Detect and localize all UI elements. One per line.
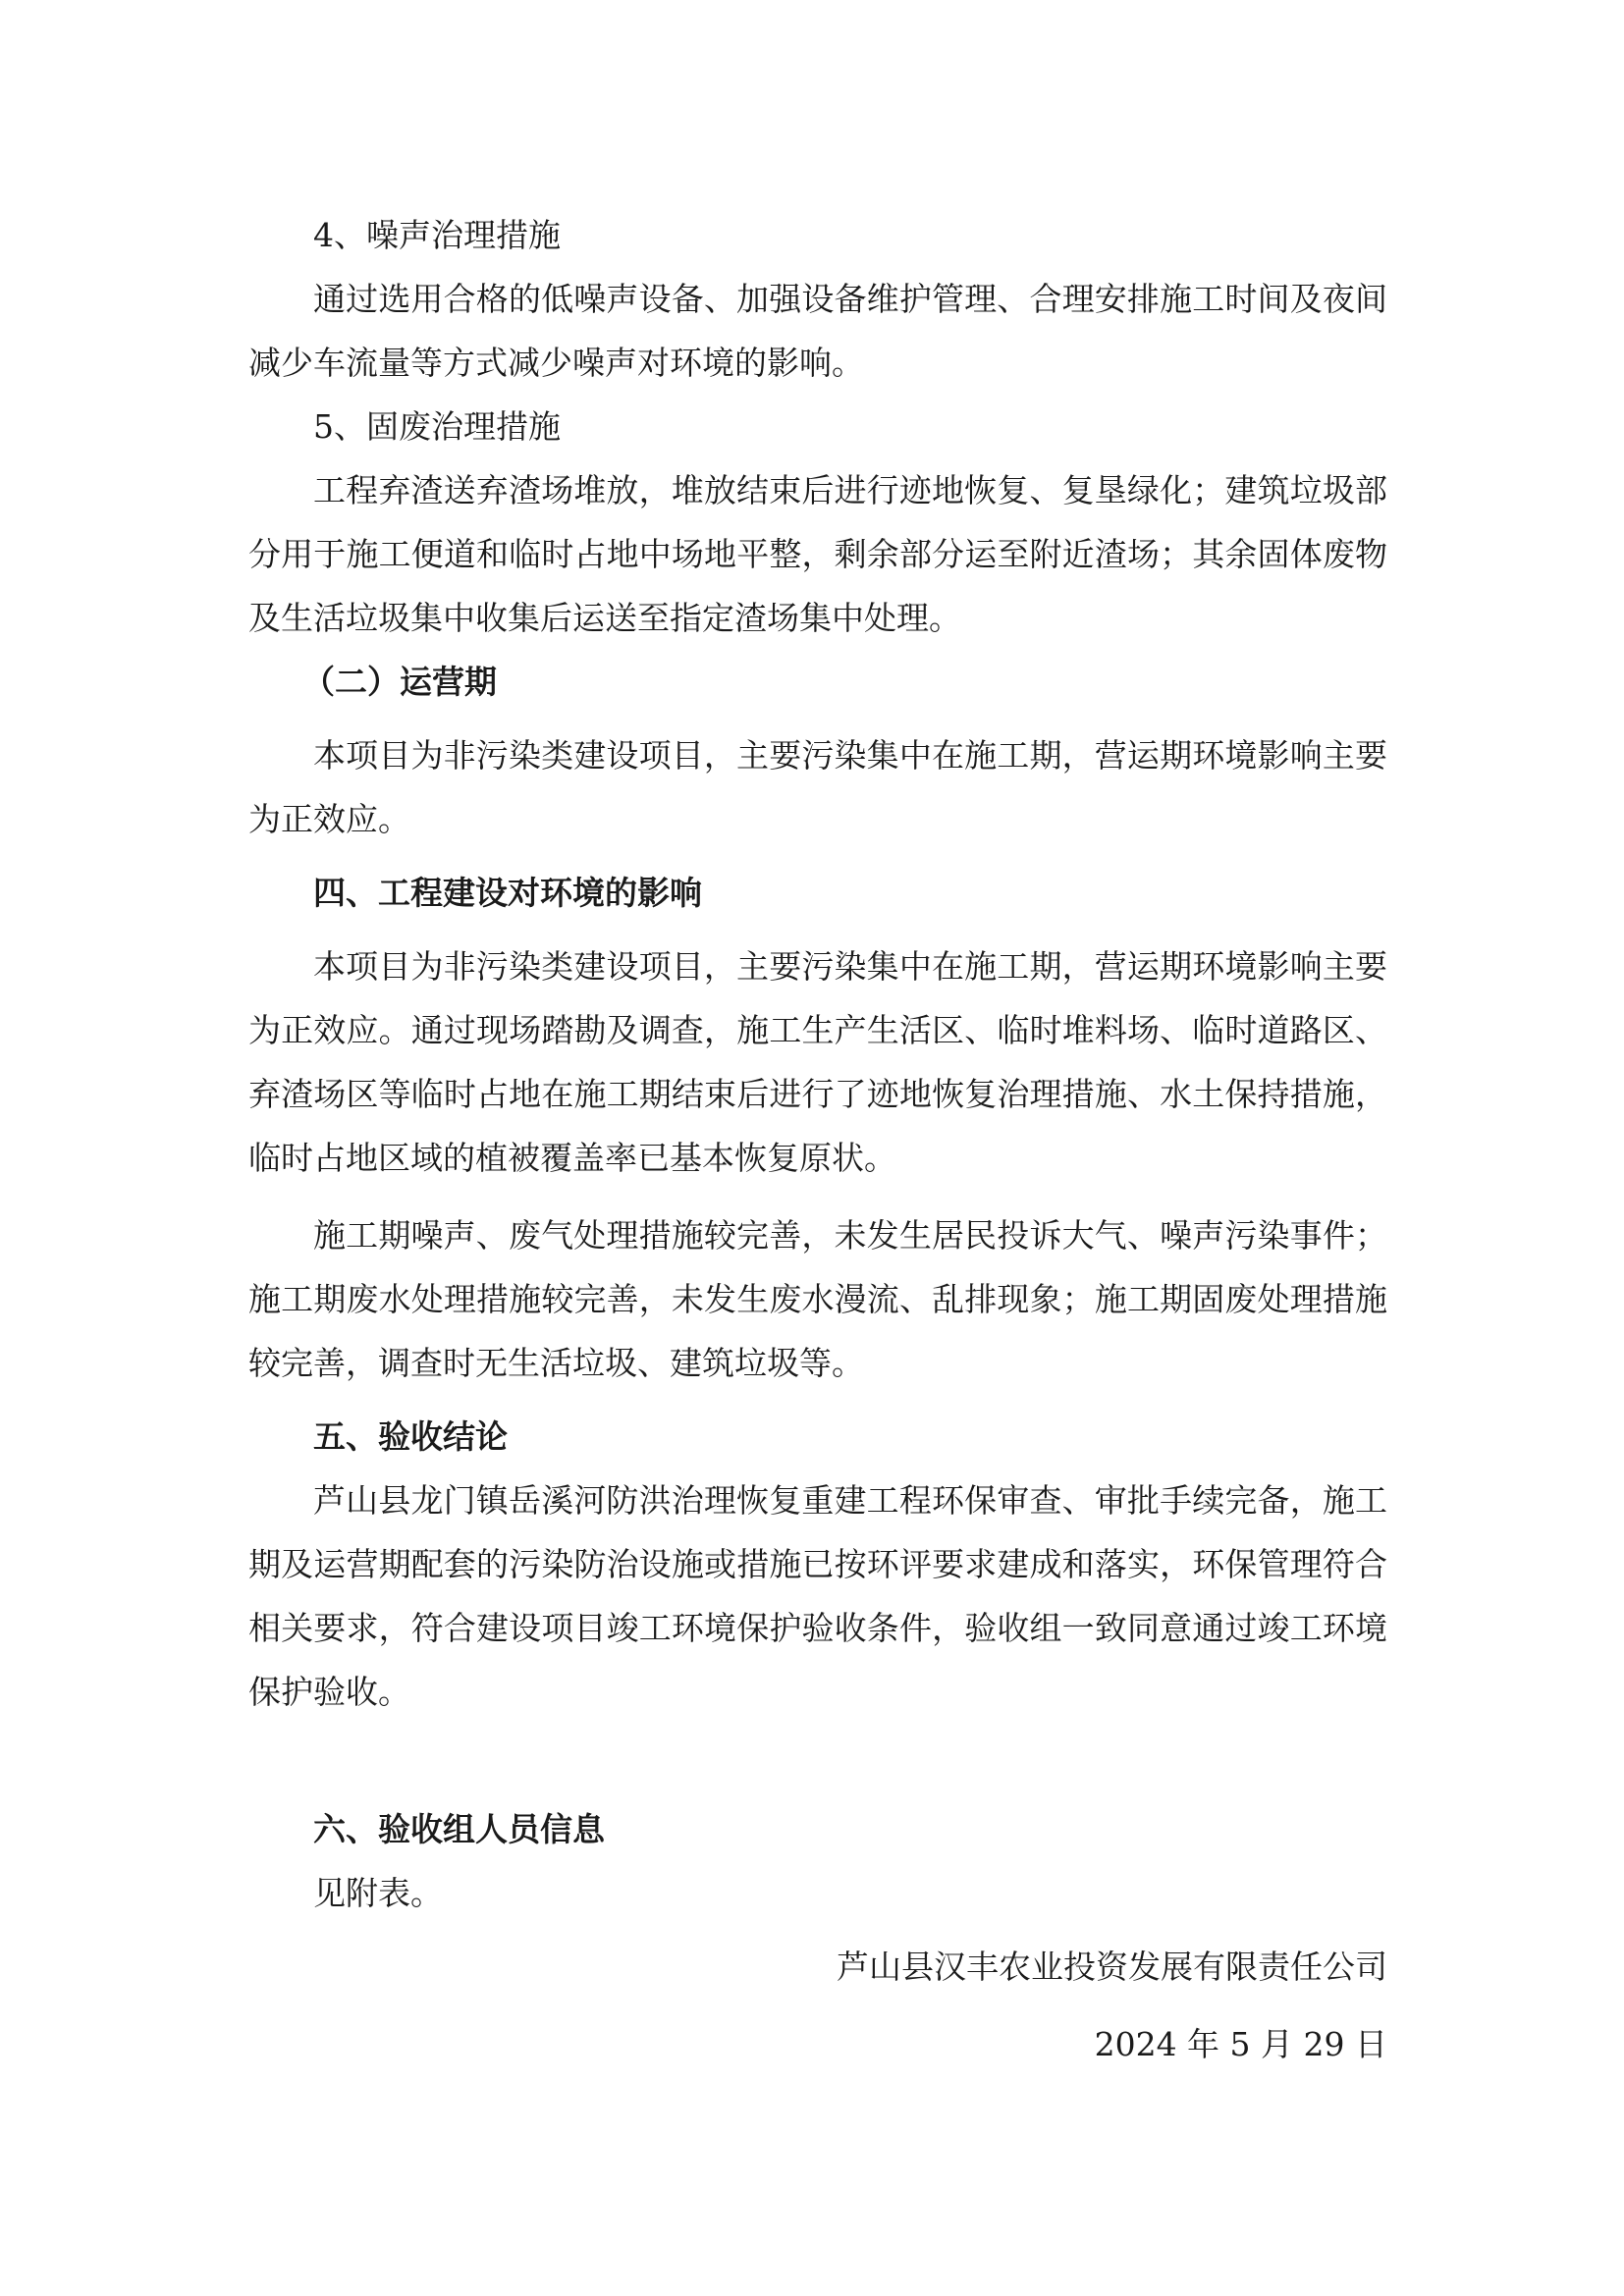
operation-body-line-2: 为正效应。 (248, 800, 410, 838)
section-5-line-3: 相关要求，符合建设项目竣工环境保护验收条件，验收组一致同意通过竣工环境 (248, 1609, 1387, 1647)
section-4-p1-line-3: 弃渣场区等临时占地在施工期结束后进行了迹地恢复治理措施、水土保持措施， (248, 1075, 1387, 1113)
section-4-p1-line-4: 临时占地区域的植被覆盖率已基本恢复原状。 (248, 1139, 896, 1177)
section-4-p2-line-2: 施工期废水处理措施较完善，未发生废水漫流、乱排现象；施工期固废处理措施 (248, 1280, 1387, 1318)
solid-waste-body-line-1: 工程弃渣送弃渣场堆放，堆放结束后进行迹地恢复、复垦绿化；建筑垃圾部 (313, 471, 1387, 509)
section-4-p1-line-2: 为正效应。通过现场踏勘及调查，施工生产生活区、临时堆料场、临时道路区、 (248, 1011, 1387, 1049)
section-4-p2-line-1: 施工期噪声、废气处理措施较完善，未发生居民投诉大气、噪声污染事件； (313, 1216, 1387, 1255)
signature-company: 芦山县汉丰农业投资发展有限责任公司 (837, 1948, 1387, 1986)
solid-waste-body-line-3: 及生活垃圾集中收集后运送至指定渣场集中处理。 (248, 599, 961, 637)
noise-body-line-2: 减少车流量等方式减少噪声对环境的影响。 (248, 344, 864, 382)
solid-waste-heading: 5、固废治理措施 (313, 407, 561, 446)
noise-heading: 4、噪声治理措施 (313, 216, 561, 254)
operation-body-line-1: 本项目为非污染类建设项目，主要污染集中在施工期，营运期环境影响主要 (313, 736, 1387, 774)
operation-period-heading: （二）运营期 (302, 663, 497, 701)
section-5-heading: 五、验收结论 (313, 1417, 508, 1456)
section-5-line-2: 期及运营期配套的污染防治设施或措施已按环评要求建成和落实，环保管理符合 (248, 1545, 1387, 1583)
section-4-p2-line-3: 较完善，调查时无生活垃圾、建筑垃圾等。 (248, 1344, 864, 1382)
section-4-p1-line-1: 本项目为非污染类建设项目，主要污染集中在施工期，营运期环境影响主要 (313, 947, 1387, 986)
section-4-heading: 四、工程建设对环境的影响 (313, 874, 702, 912)
section-6-body: 见附表。 (313, 1874, 443, 1912)
section-5-line-4: 保护验收。 (248, 1673, 410, 1711)
solid-waste-body-line-2: 分用于施工便道和临时占地中场地平整，剩余部分运至附近渣场；其余固体废物 (248, 535, 1387, 573)
signature-date: 2024 年 5 月 29 日 (1094, 2025, 1387, 2063)
noise-body-line-1: 通过选用合格的低噪声设备、加强设备维护管理、合理安排施工时间及夜间 (313, 280, 1387, 318)
section-5-line-1: 芦山县龙门镇岳溪河防洪治理恢复重建工程环保审查、审批手续完备，施工 (313, 1481, 1387, 1520)
document-page (248, 203, 1387, 2076)
section-6-heading: 六、验收组人员信息 (313, 1810, 605, 1848)
